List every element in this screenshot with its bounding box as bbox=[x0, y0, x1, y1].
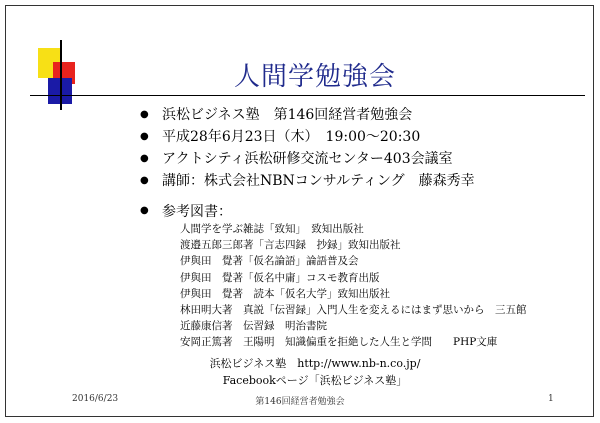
reference-item: 林田明大著 真説「伝習録」入門人生を変えるにはまず思いから 三五館 bbox=[180, 304, 527, 317]
contact-website: 浜松ビジネス塾 http://www.nb-n.co.jp/ bbox=[209, 357, 421, 370]
info-bullet-list bbox=[140, 104, 570, 192]
logo-vertical-line bbox=[60, 40, 62, 110]
bullet-icon: ● bbox=[140, 175, 149, 186]
info-bullet-item: ● 講師：株式会社NBNコンサルティング 藤森秀幸 bbox=[140, 170, 570, 192]
footer-date: 2016/6/23 bbox=[72, 394, 119, 404]
info-bullet-item: ● 平成28年6月23日（木） 19:00～20:30 bbox=[140, 126, 570, 148]
slide-title: 人間学勉強会 bbox=[233, 62, 396, 92]
references-list bbox=[180, 221, 527, 351]
footer-title: 第146回経営者勉強会 bbox=[255, 397, 345, 407]
bullet-icon: ● bbox=[140, 205, 149, 216]
bullet-icon: ● bbox=[140, 109, 149, 120]
info-bullet-item: ● アクトシティ浜松研修交流センター403会議室 bbox=[140, 148, 570, 170]
title-divider-line bbox=[30, 95, 585, 96]
bullet-icon: ● bbox=[140, 131, 149, 142]
bullet-icon: ● bbox=[140, 153, 149, 164]
reference-item: 伊與田 覺著「仮名論語」論語普及会 bbox=[180, 255, 359, 268]
contact-facebook: Facebookページ「浜松ビジネス塾」 bbox=[222, 374, 408, 387]
info-bullet-item: ● 浜松ビジネス塾 第146回経営者勉強会 bbox=[140, 104, 570, 126]
reference-item: 近藤康信著 伝習録 明治書院 bbox=[180, 320, 327, 333]
references-heading: ● 参考図書： bbox=[140, 201, 232, 221]
contact-block bbox=[180, 355, 450, 389]
footer-page-number: 1 bbox=[548, 394, 554, 404]
reference-item: 伊與田 覺著「仮名中庸」コスモ教育出版 bbox=[180, 271, 380, 284]
reference-item: 伊與田 覺著 読本「仮名大学」致知出版社 bbox=[180, 287, 390, 300]
reference-item: 安岡正篤著 王陽明 知識偏重を拒絶した人生と学問 PHP文庫 bbox=[180, 336, 498, 349]
reference-item: 渡邉五郎三郎著「言志四録 抄録」致知出版社 bbox=[180, 239, 401, 252]
reference-item: 人間学を学ぶ雑誌「致知」 致知出版社 bbox=[180, 223, 364, 235]
